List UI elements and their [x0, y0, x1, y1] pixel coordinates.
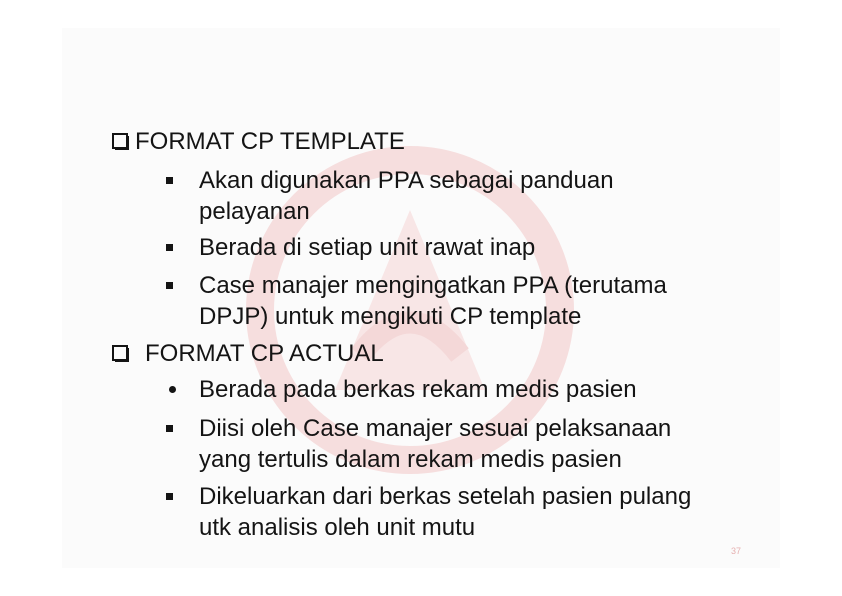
list-item-line: utk analisis oleh unit mutu	[199, 514, 476, 541]
dot-bullet-icon	[169, 386, 176, 393]
section-heading-template: FORMAT CP TEMPLATE	[135, 128, 405, 155]
square-bullet-icon	[166, 282, 173, 289]
list-item-line: pelayanan	[199, 198, 310, 225]
list-item-line: DPJP) untuk mengikuti CP template	[199, 303, 582, 330]
square-bullet-icon	[166, 493, 173, 500]
list-item-line: Dikeluarkan dari berkas setelah pasien pulang	[199, 483, 692, 510]
list-item-line: Berada di setiap unit rawat inap	[199, 234, 536, 261]
square-bullet-icon	[166, 425, 173, 432]
list-item-line: Akan digunakan PPA sebagai panduan	[199, 167, 614, 194]
checkbox-outline-icon	[112, 133, 129, 150]
list-item-line: Case manajer mengingatkan PPA (terutama	[199, 272, 667, 299]
list-item-line: Diisi oleh Case manajer sesuai pelaksanaan	[199, 415, 672, 442]
checkbox-outline-icon	[112, 345, 129, 362]
square-bullet-icon	[166, 177, 173, 184]
list-item-line: Berada pada berkas rekam medis pasien	[199, 376, 637, 403]
page-number: 37	[731, 546, 742, 556]
square-bullet-icon	[166, 244, 173, 251]
section-heading-actual: FORMAT CP ACTUAL	[145, 340, 384, 367]
list-item-line: yang tertulis dalam rekam medis pasien	[199, 446, 622, 473]
